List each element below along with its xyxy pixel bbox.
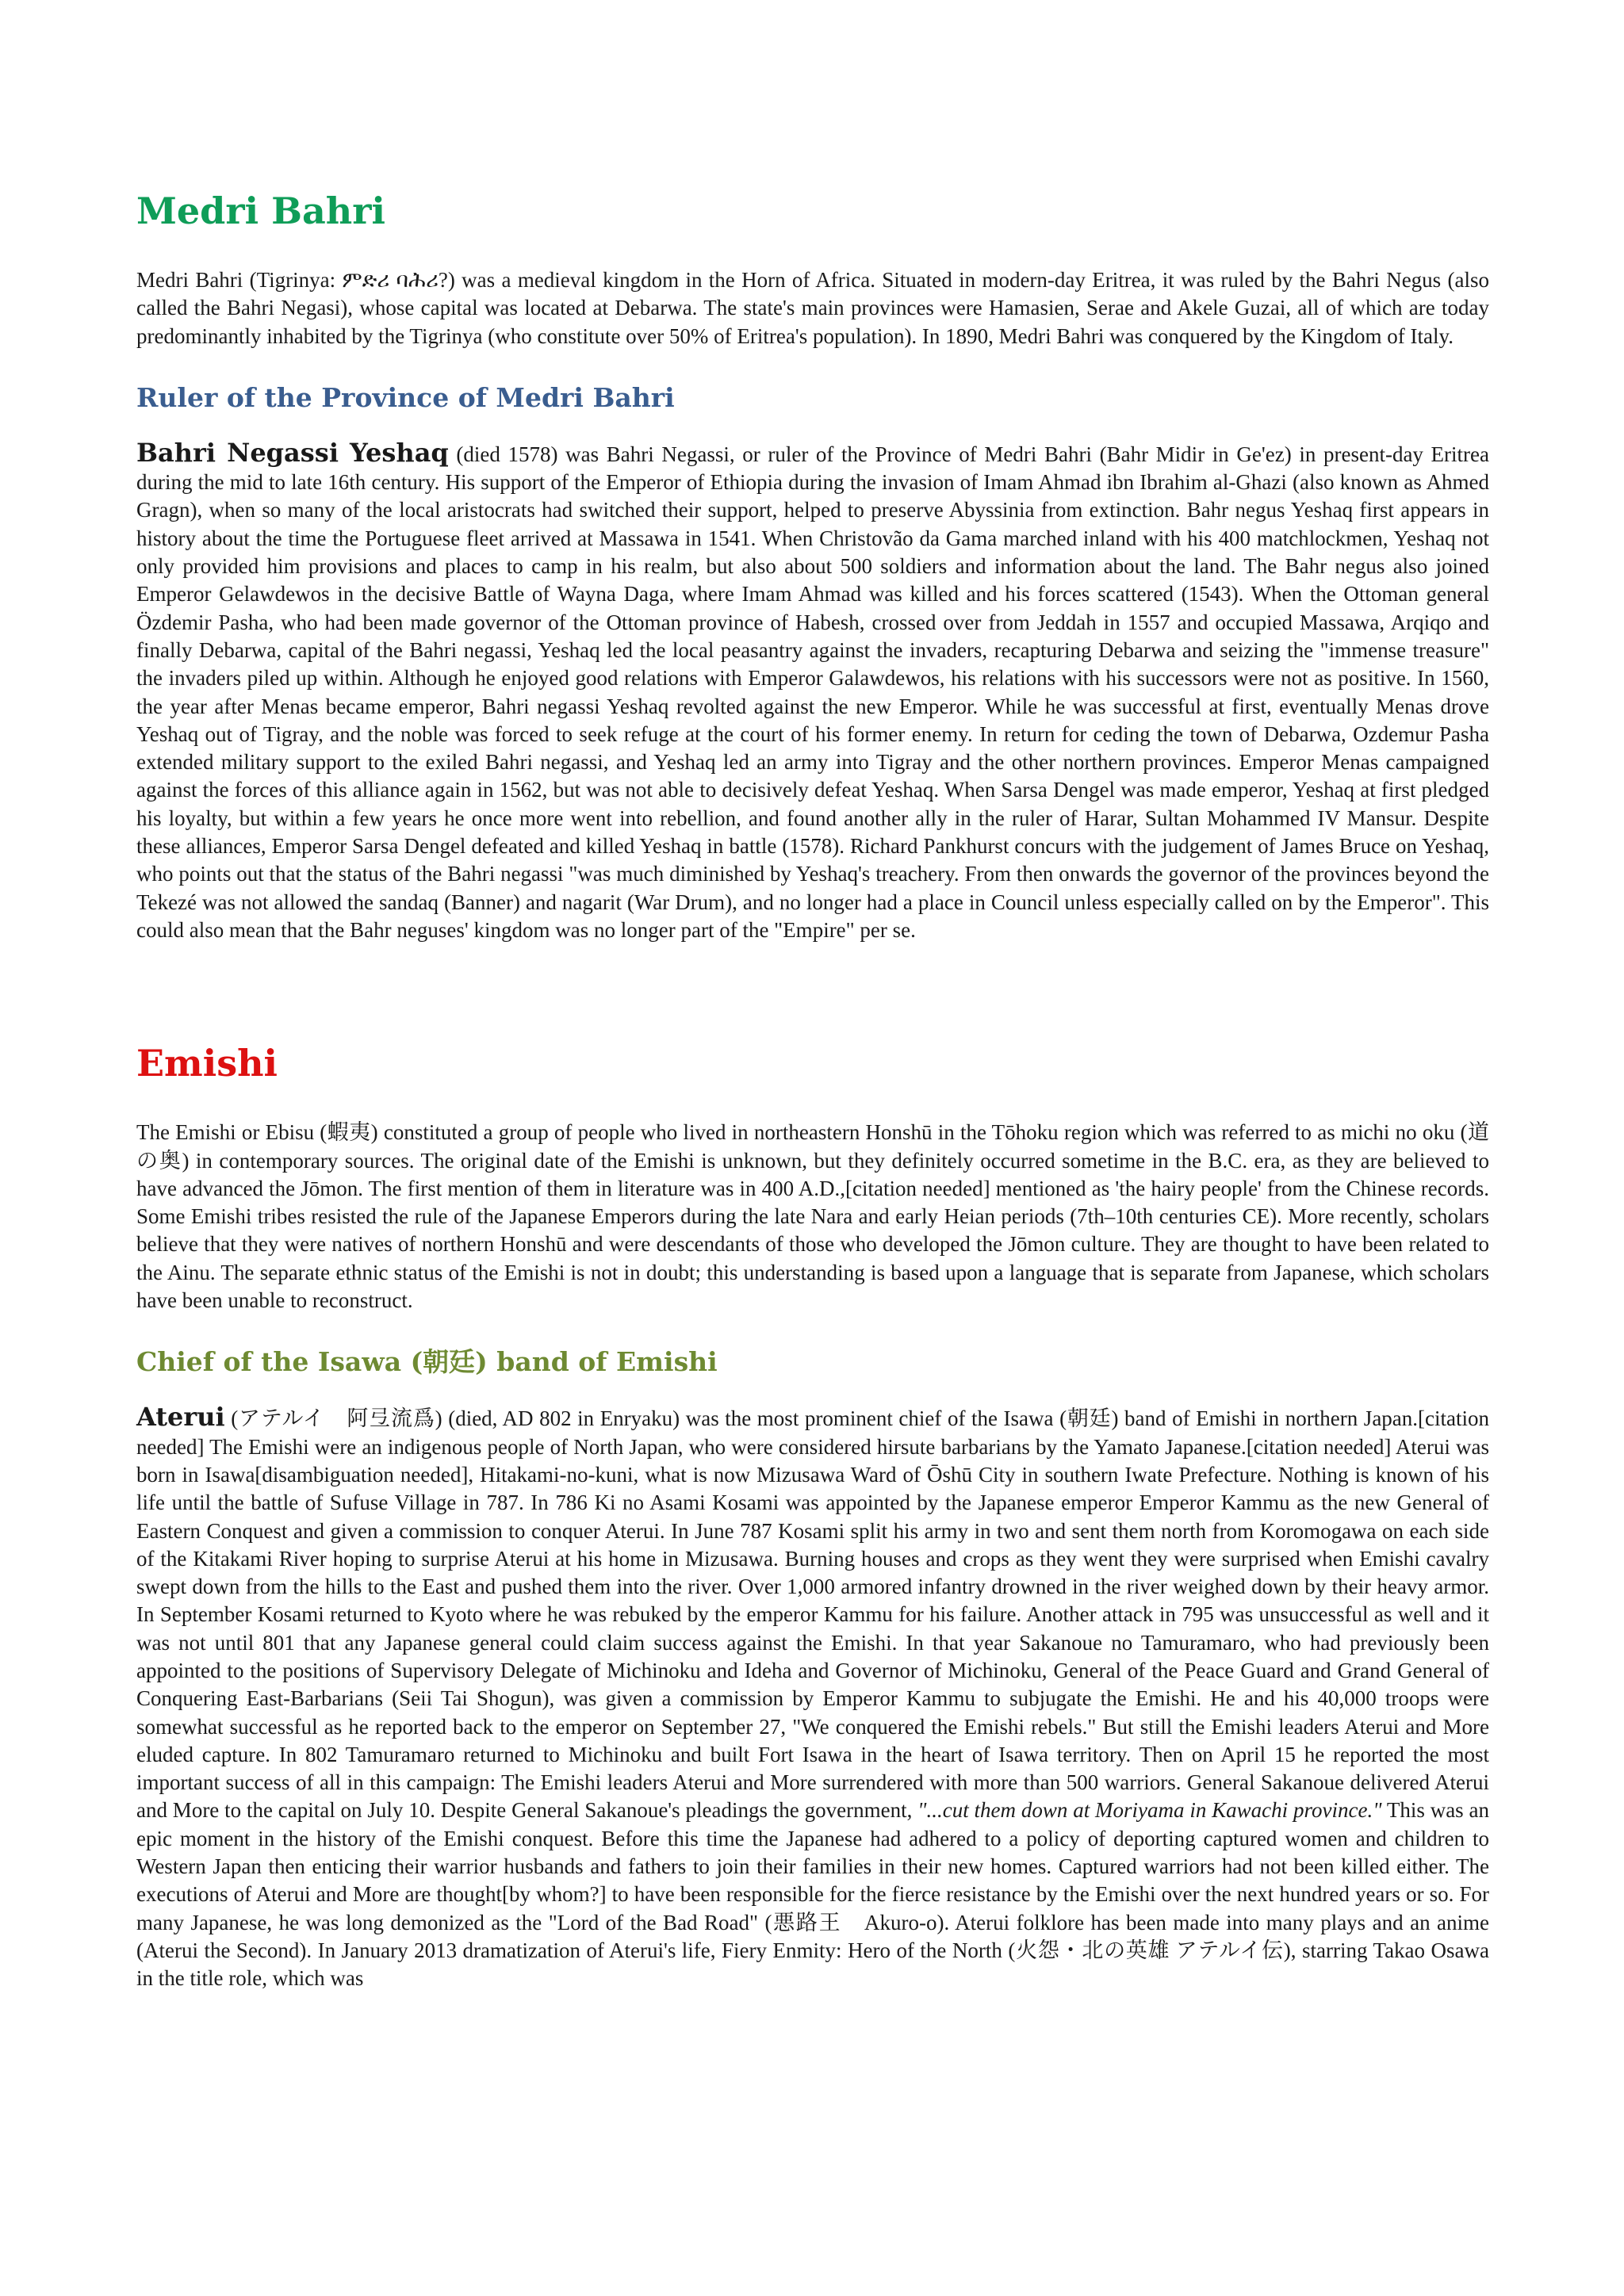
subsection-title: Ruler of the Province of Medri Bahri (136, 381, 675, 413)
lead-name: Bahri Negassi Yeshaq (136, 437, 449, 468)
body-paragraph (136, 439, 1489, 944)
body-text: (died 1578) was Bahri Negassi, or ruler of the Province of Medri Bahri (Bahr Midir in Ge'ez) in present-day Eritrea during the mid to late 16th century. His support of the Emperor of Ethiopia during the invasion of Imam Ahmad ibn Ibrahim al-Ghazi (also known as Ahmed Gragn), when so many of the local aristocrats had switched their support, helped to preserve Abyssinia from extinction. Bahr negus Yeshaq first appears in history about the time the Portuguese fleet arrived at Massawa in 1541. When Christovão da Gama marched inland with his 400 matchlockmen, Yeshaq not only provided him provisions and places to camp in his realm, but also about 500 soldiers and information about the land. The Bahr negus also joined Emperor Gelawdewos in the decisive Battle of Wayna Daga, where Imam Ahmad was killed and his forces scattered (1543). When the Ottoman general Özdemir Pasha, who had been made governor of the Ottoman province of Habesh, crossed over from Jeddah in 1557 and occupied Massawa, Arqiqo and finally Debarwa, capital of the Bahri negassi, Yeshaq led the local peasantry against the invaders, recapturing Debarwa and seizing the "immense treasure" the invaders piled up within. Although he enjoyed good relations with Emperor Galawdewos, his relations with his successors were not as positive. In 1560, the year after Menas became emperor, Bahri negassi Yeshaq revolted against the new Emperor. While he was successful at first, eventually Menas drove Yeshaq out of Tigray, and the noble was forced to seek refuge at the court of his former enemy. In return for ceding the town of Debarwa, Ozdemur Pasha extended military support to the exiled Bahri negassi, and Yeshaq led an army into Tigray and the other northern provinces. Emperor Menas campaigned against the forces of this alliance again in 1562, but was not able to decisively defeat Yeshaq. When Sarsa Dengel was made emperor, Yeshaq at first pledged his loyalty, but within a few years he once more went into rebellion, and found another ally in the ruler of Harar, Sultan Mohammed IV Mansur. Despite these alliances, Emperor Sarsa Dengel defeated and killed Yeshaq in battle (1578). Richard Pankhurst concurs with the judgement of James Bruce on Yeshaq, who points out that the status of the Bahri negassi "was much diminished by Yeshaq's treachery. From then onwards the governor of the provinces beyond the Tekezé was not allowed the sandaq (Banner) and nagarit (War Drum), and no longer had a place in Council unless especially called on by the Emperor". This could also mean that the Bahr neguses' kingdom was no longer part of the "Empire" per se. (136, 442, 1489, 942)
section-title: Medri Bahri (136, 189, 385, 232)
body-paragraph (136, 1403, 1489, 1992)
subsection-title: Chief of the Isawa (朝廷) band of Emishi (136, 1346, 718, 1378)
section-medri-bahri (136, 187, 1489, 944)
section-emishi (136, 1039, 1489, 1992)
intro-paragraph: The Emishi or Ebisu (蝦夷) constituted a group of people who lived in northeastern Honshū in the Tōhoku region which was referred to as michi no oku (道の奥) in contemporary sources. The original date of the Emishi is unknown, but they definitely occurred sometime in the B.C. era, as they are believed to have advanced the Jōmon. The first mention of them in literature was in 400 A.D.,[citation needed] mentioned as 'the hairy people' from the Chinese records. Some Emishi tribes resisted the rule of the Japanese Emperors during the late Nara and early Heian periods (7th–10th centuries CE). More recently, scholars believe that they were natives of northern Honshū and were descendants of those who developed the Jōmon culture. They are thought to have been related to the Ainu. The separate ethnic status of the Emishi is not in doubt; this understanding is based upon a language that is separate from Japanese, which scholars have been unable to reconstruct. (136, 1120, 1489, 1313)
body-text: (アテルイ 阿弖流爲) (died, AD 802 in Enryaku) was the most prominent chief of the Isawa (朝廷) band of Emishi in northern Japan.[citation needed] The Emishi were an indigenous people of North Japan, who were considered hirsute barbarians by the Yamato Japanese.[citation needed] Aterui was born in Isawa[disambiguation needed], Hitakami-no-kuni, what is now Mizusawa Ward of Ōshū City in southern Iwate Prefecture. Nothing is known of his life until the battle of Sufuse Village in 787. In 786 Ki no Asami Kosami was appointed by the Japanese emperor Emperor Kammu as the new General of Eastern Conquest and given a commission to conquer Aterui. In June 787 Kosami split his army in two and sent them north from Koromogawa on each side of the Kitakami River hoping to surprise Aterui at his home in Mizusawa. Burning houses and crops as they went they were surprised when Emishi cavalry swept down from the hills to the East and pushed them into the river. Over 1,000 armored infantry drowned in the river weighed down by their heavy armor. In September Kosami returned to Kyoto where he was rebuked by the emperor Kammu for his failure. Another attack in 795 was unsuccessful as well and it was not until 801 that any Japanese general could claim success against the Emishi. In that year Sakanoue no Tamuramaro, who had previously been appointed to the positions of Supervisory Delegate of Michinoku and Ideha and Governor of Michinoku, General of the Peace Guard and Grand General of Conquering East-Barbarians (Seii Tai Shogun), was given a commission by Emperor Kammu to subjugate the Emishi. He and his 40,000 troops were somewhat successful as he reported back to the emperor on September 27, "We conquered the Emishi rebels." But still the Emishi leaders Aterui and More eluded capture. In 802 Tamuramaro returned to Michinoku and built Fort Isawa in the heart of Isawa territory. Then on April 15 he reported the most important success of all in this campaign: The Emishi leaders Aterui and More surrendered with more than 500 warriors. General Sakanoue delivered Aterui and More to the capital on July 10. Despite General Sakanoue's pleadings the government, (136, 1406, 1489, 1823)
lead-name: Aterui (136, 1402, 225, 1433)
intro-paragraph: Medri Bahri (Tigrinya: ምድሪ ባሕሪ?) was a medieval kingdom in the Horn of Africa. Situated in modern-day Eritrea, it was ruled by the Bahri Negus (also called the Bahri Negasi), whose capital was located at Debarwa. The state's main provinces were Hamasien, Serae and Akele Guzai, all of which are today predominantly inhabited by the Tigrinya (who constitute over 50% of Eritrea's population). In 1890, Medri Bahri was conquered by the Kingdom of Italy. (136, 268, 1489, 348)
document-page (136, 187, 1489, 2023)
body-text-continued: This was an epic moment in the history of the Emishi conquest. Before this time the Japanese had adhered to a policy of deporting captured women and children to Western Japan then enticing their warrior husbands and fathers to join their families in their new homes. Captured warriors had not been killed either. The executions of Aterui and More are thought[by whom?] to have been responsible for the fierce resistance by the Emishi over the next hundred years or so. For many Japanese, he was long demonized as the "Lord of the Bad Road" (悪路王 Akuro-o). Aterui folklore has been made into many plays and an anime (Aterui the Second). In January 2013 dramatization of Aterui's life, Fiery Enmity: Hero of the North (火怨・北の英雄 アテルイ伝), starring Takao Osawa in the title role, which was (136, 1798, 1489, 1991)
body-quote: "...cut them down at Moriyama in Kawachi province." (917, 1798, 1382, 1823)
section-title: Emishi (136, 1042, 278, 1085)
